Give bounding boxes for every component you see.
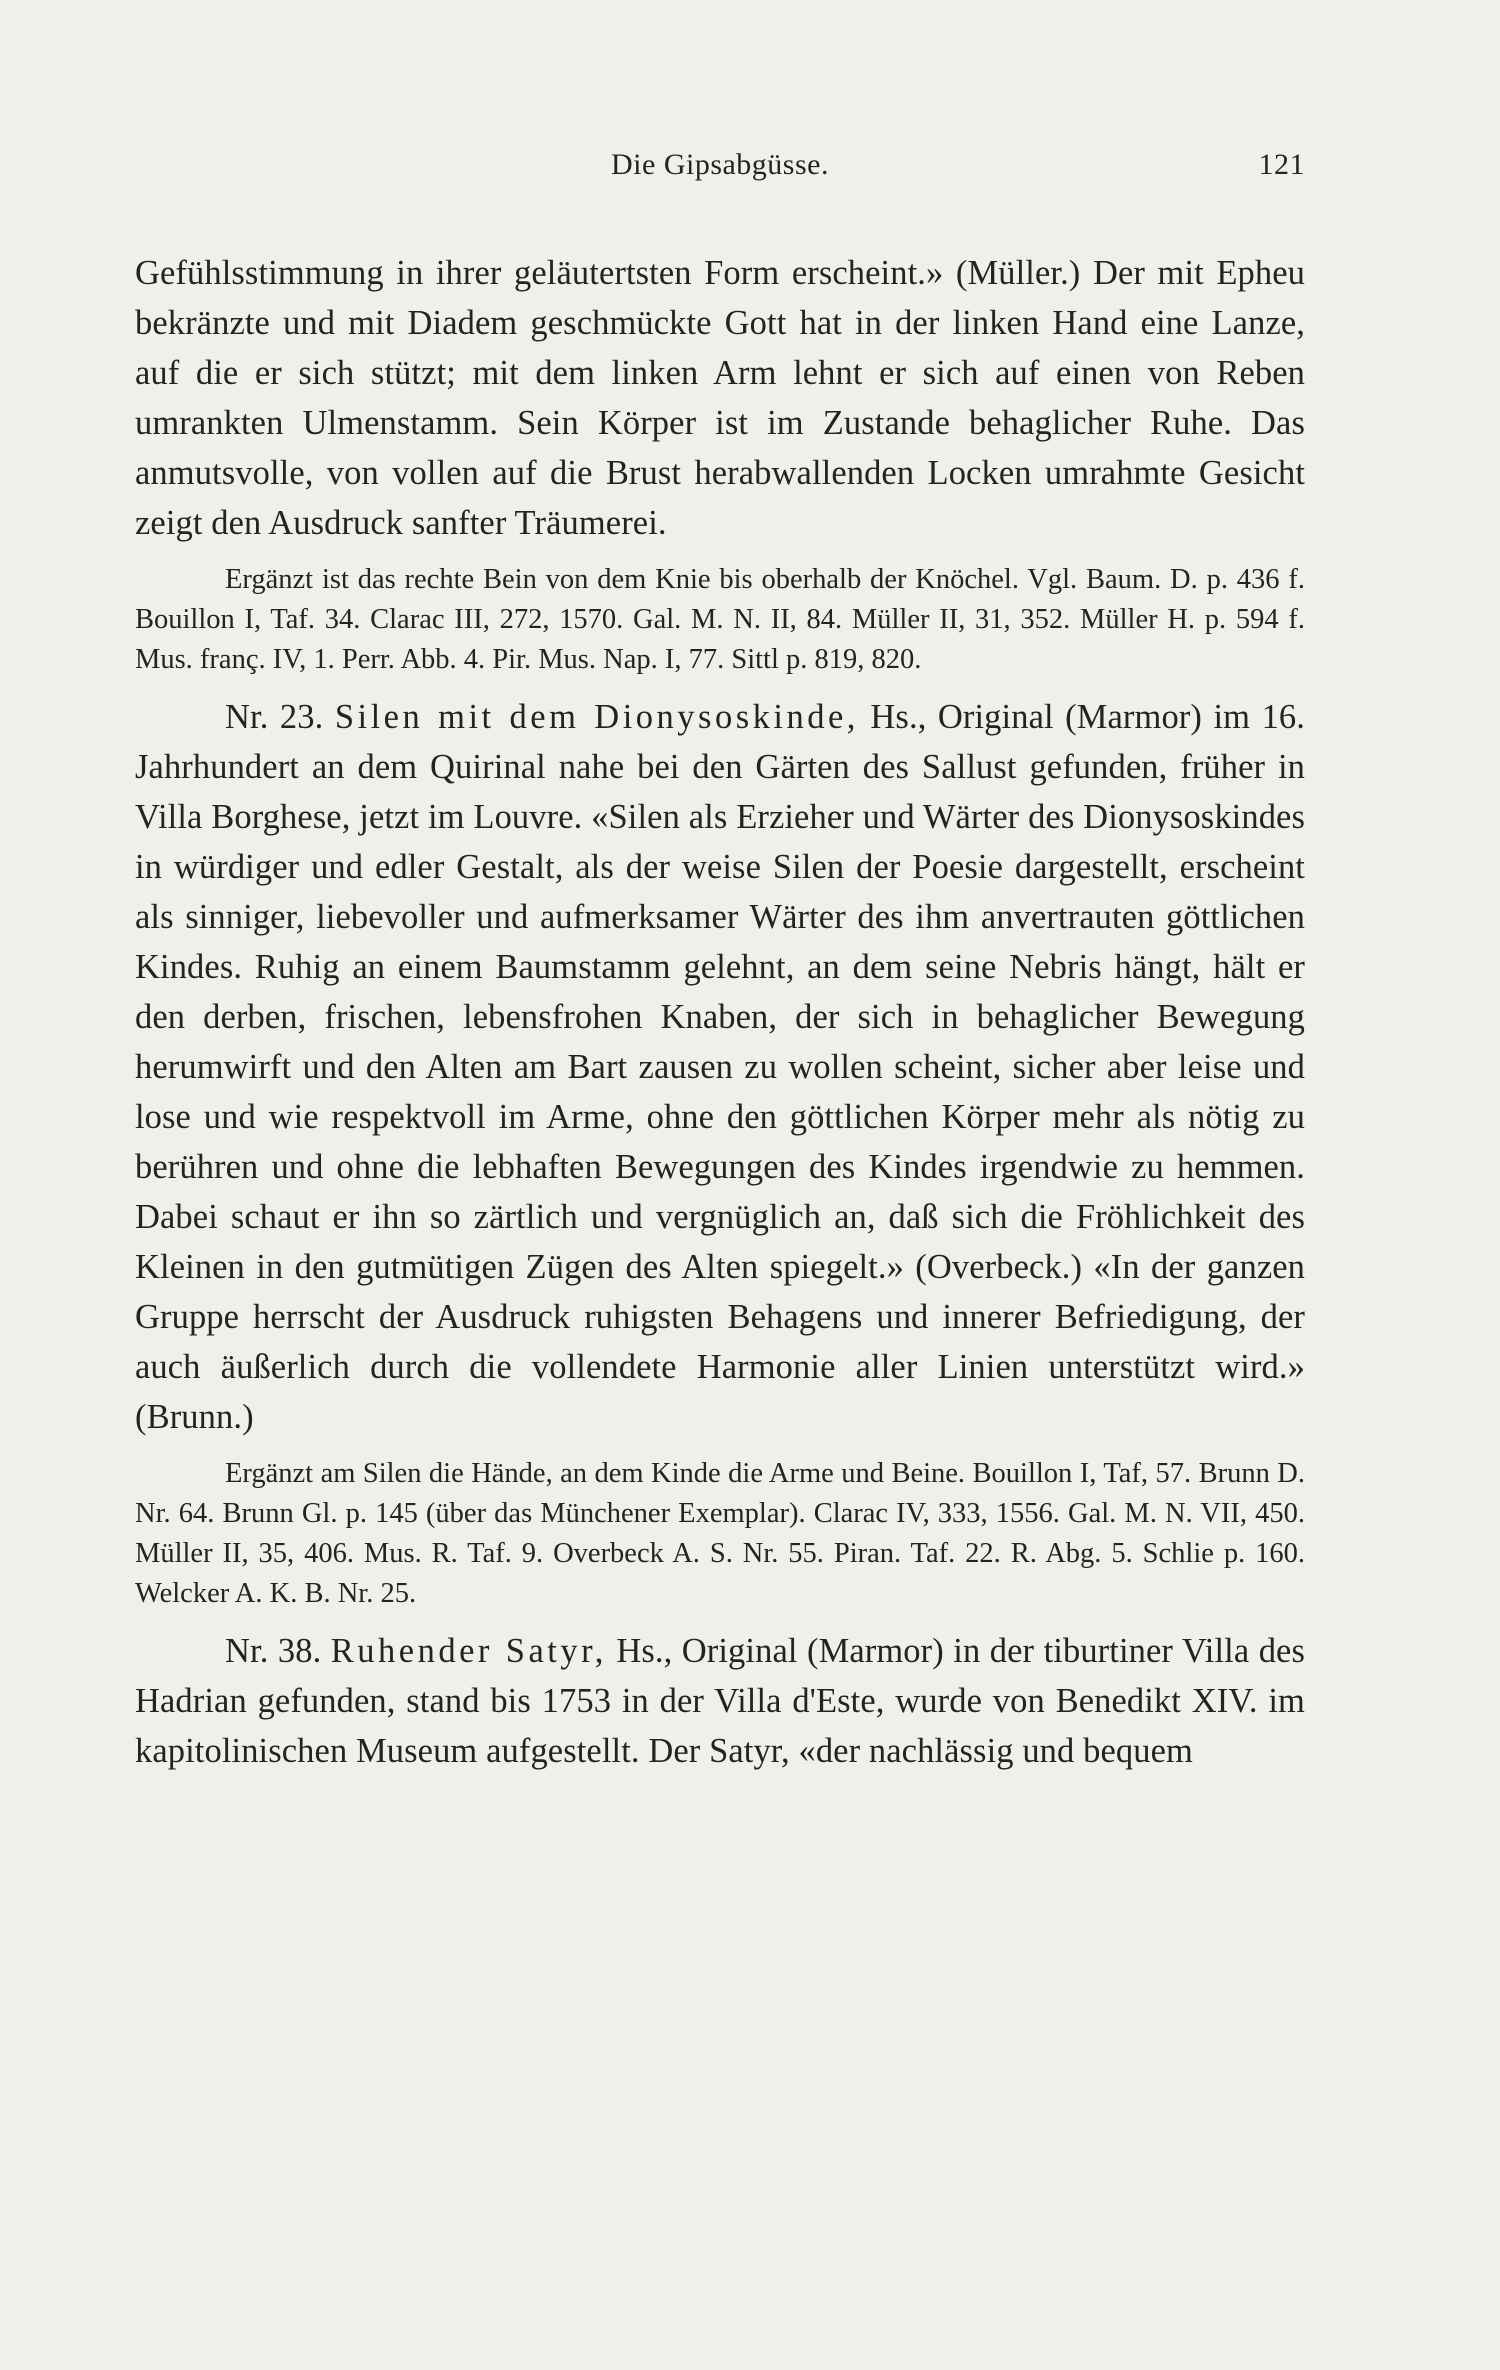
running-title: Die Gipsabgüsse. [611,148,829,181]
entry-23-title: Silen mit dem Dionysoskinde, [334,698,859,736]
book-page [135,140,1305,2320]
page-number: 121 [1258,148,1305,181]
note-restorations-dionysos: Ergänzt ist das rechte Bein von dem Knie bis oberhalb der Knöchel. Vgl. Baum. D. p. 436 f. Bouillon I, Taf. 34. Clarac III, 272, 1570. Gal. M. N. II, 84. Müller II, 31, 352. Müller H. p. 594 f. Mus. franç. IV, 1. Perr. Abb. 4. Pir. Mus. Nap. I, 77. Sittl p. 819, 820. [135,564,1305,675]
running-head [135,140,1305,190]
paragraph-dionysos-end: Gefühlsstimmung in ihrer geläutertsten Form erscheint.» (Müller.) Der mit Epheu bekränzte und mit Diadem geschmückte Gott hat in der linken Hand eine Lanze, auf die er sich stützt; mit dem linken Arm lehnt er sich auf einen von Reben umrankten Ulmenstamm. Sein Körper ist im Zustande behaglicher Ruhe. Das anmutsvolle, von vollen auf die Brust herabwallenden Locken umrahmte Gesicht zeigt den Ausdruck sanfter Träumerei. [135,254,1305,542]
entry-38-number: Nr. 38. [225,1632,322,1670]
entry-38 [135,1626,1305,1776]
entry-38-title: Ruhender Satyr, [330,1632,607,1670]
body-text [135,248,1305,1776]
note-restorations-silen: Ergänzt am Silen die Hände, an dem Kinde die Arme und Beine. Bouillon I, Taf, 57. Brunn D. Nr. 64. Brunn Gl. p. 145 (über das Münchener Exemplar). Clarac IV, 333, 1556. Gal. M. N. VII, 450. Müller II, 35, 406. Mus. R. Taf. 9. Overbeck A. S. Nr. 55. Piran. Taf. 22. R. Abg. 5. Schlie p. 160. Welcker A. K. B. Nr. 25. [135,1458,1305,1609]
entry-23-number: Nr. 23. [225,698,324,736]
entry-23 [135,692,1305,1442]
entry-23-text: Hs., Original (Marmor) im 16. Jahrhundert an dem Quirinal nahe bei den Gärten des Sallust gefunden, früher in Villa Borghese, jetzt im Louvre. «Silen als Erzieher und Wärter des Dionysoskindes in würdiger und edler Gestalt, als der weise Silen der Poesie dargestellt, erscheint als sinniger, liebevoller und aufmerksamer Wärter des ihm anvertrauten göttlichen Kindes. Ruhig an einem Baumstamm gelehnt, an dem seine Nebris hängt, hält er den derben, frischen, lebensfrohen Knaben, der sich in behaglicher Bewegung herumwirft und den Alten am Bart zausen zu wollen scheint, sicher aber leise und lose und wie respektvoll im Arme, ohne den göttlichen Körper mehr als nötig zu berühren und ohne die lebhaften Bewegungen des Kindes irgendwie zu hemmen. Dabei schaut er ihn so zärtlich und vergnüglich an, daß sich die Fröhlichkeit des Kleinen in den gutmütigen Zügen des Alten spiegelt.» (Overbeck.) «In der ganzen Gruppe herrscht der Ausdruck ruhigsten Behagens und innerer Befriedigung, der auch äußerlich durch die vollendete Harmonie aller Linien unterstützt wird.» (Brunn.) [135,698,1305,1436]
entry-38-text: Hs., Original (Marmor) in der tiburtiner Villa des Hadrian gefunden, stand bis 1753 in der Villa d'Este, wurde von Benedikt XIV. im kapitolinischen Museum aufgestellt. Der Satyr, «der nachlässig und bequem [135,1632,1305,1770]
